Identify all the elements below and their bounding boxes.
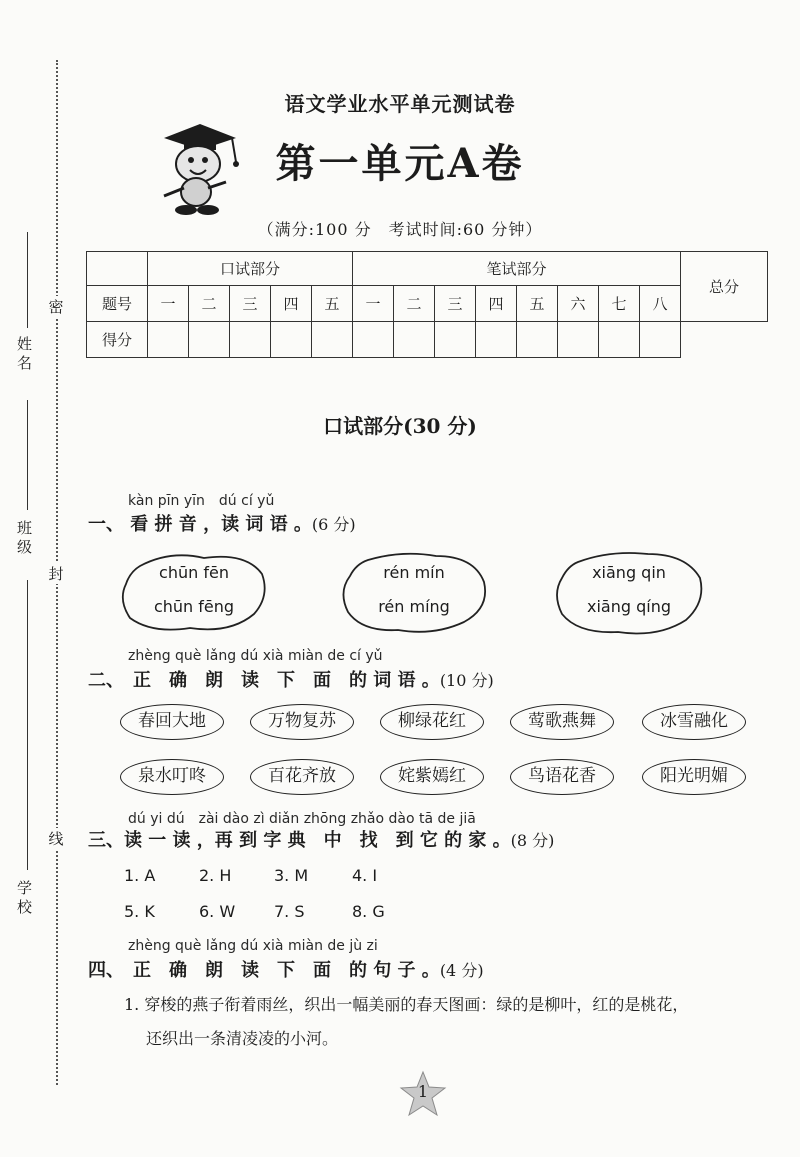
written-question-number: 二 bbox=[394, 286, 435, 322]
q2-heading bbox=[88, 666, 494, 692]
q3-letters-row-1 bbox=[124, 866, 377, 885]
total-header: 总分 bbox=[681, 252, 768, 322]
q1-group-1 bbox=[118, 556, 270, 624]
written-question-number: 七 bbox=[599, 286, 640, 322]
score-cell[interactable] bbox=[435, 322, 476, 358]
q1-word: chūn fēn bbox=[159, 563, 229, 582]
q4-sentence-line-2: 还织出一条清凌凌的小河。 bbox=[146, 1029, 339, 1048]
page-number: 1 bbox=[417, 1082, 429, 1101]
q2-word: 鸟语花香 bbox=[510, 759, 614, 795]
q2-word: 春回大地 bbox=[120, 704, 224, 740]
written-question-number: 八 bbox=[640, 286, 681, 322]
score-cell[interactable] bbox=[394, 322, 435, 358]
q1-group-3 bbox=[552, 556, 706, 624]
oral-section-title: 口试部分(30 分) bbox=[323, 414, 477, 438]
score-cell[interactable] bbox=[312, 322, 353, 358]
q1-word: xiāng qin bbox=[592, 563, 666, 582]
q1-points: (6 分) bbox=[311, 515, 356, 534]
q3-heading bbox=[88, 826, 554, 852]
score-cell[interactable] bbox=[517, 322, 558, 358]
q1-pinyin: kàn pīn yīn dú cí yǔ bbox=[128, 493, 275, 509]
written-question-number: 四 bbox=[476, 286, 517, 322]
seal-mark-feng: 封 bbox=[48, 565, 64, 583]
q3-letter: 1. A bbox=[124, 866, 156, 885]
q4-points: (4 分) bbox=[439, 961, 484, 980]
exam-subtitle: 语文学业水平单元测试卷 bbox=[284, 92, 516, 116]
school-write-line bbox=[27, 580, 28, 870]
q2-word: 冰雪融化 bbox=[642, 704, 746, 740]
written-question-number: 六 bbox=[558, 286, 599, 322]
exam-info: （满分:100 分 考试时间:60 分钟） bbox=[257, 220, 543, 239]
school-label: 学校 bbox=[15, 880, 33, 918]
score-cell[interactable] bbox=[189, 322, 230, 358]
q3-label: 三、读 一 读 ，再 到 字 典 中 找 到 它 的 家 。 bbox=[88, 830, 511, 851]
q3-letter: 2. H bbox=[199, 866, 232, 885]
q1-heading bbox=[88, 510, 356, 536]
q3-letter: 5. K bbox=[124, 902, 155, 921]
class-label: 班级 bbox=[15, 520, 33, 558]
score-cell[interactable] bbox=[148, 322, 189, 358]
oral-question-number: 四 bbox=[271, 286, 312, 322]
q2-word: 阳光明媚 bbox=[642, 759, 746, 795]
q4-pinyin: zhèng què lǎng dú xià miàn de jù zi bbox=[128, 938, 378, 954]
score-cell[interactable] bbox=[558, 322, 599, 358]
q4-label: 四、 正 确 朗 读 下 面 的 句 子 。 bbox=[88, 960, 440, 981]
q4-heading bbox=[88, 956, 484, 982]
q1-word: xiāng qíng bbox=[587, 597, 671, 616]
q1-word: chūn fēng bbox=[153, 597, 235, 616]
score-cell[interactable] bbox=[353, 322, 394, 358]
q3-letter: 6. W bbox=[199, 902, 236, 921]
q2-word: 柳绿花红 bbox=[380, 704, 484, 740]
q3-pinyin: dú yi dú zài dào zì diǎn zhōng zhǎo dào tā de jiā bbox=[128, 811, 476, 827]
score-table-corner bbox=[87, 252, 148, 286]
total-score-cell[interactable] bbox=[681, 322, 768, 358]
written-section-header: 笔试部分 bbox=[353, 252, 681, 286]
q3-letter: 8. G bbox=[352, 902, 385, 921]
name-write-line bbox=[27, 232, 28, 328]
q3-letters-row-2 bbox=[124, 902, 385, 921]
score-cell[interactable] bbox=[271, 322, 312, 358]
score-row-label: 得分 bbox=[87, 322, 148, 358]
q2-word: 泉水叮咚 bbox=[120, 759, 224, 795]
exam-title: 第一单元A卷 bbox=[275, 140, 525, 187]
oral-question-number: 一 bbox=[148, 286, 189, 322]
name-label: 姓名 bbox=[15, 336, 33, 374]
written-question-number: 一 bbox=[353, 286, 394, 322]
q4-sentence-line-1: 1. 穿梭的燕子衔着雨丝，织出一幅美丽的春天图画：绿的是柳叶，红的是桃花， bbox=[124, 995, 689, 1014]
q2-pinyin: zhèng què lǎng dú xià miàn de cí yǔ bbox=[128, 648, 383, 664]
q3-letter: 4. I bbox=[352, 866, 378, 885]
question-number-label: 题号 bbox=[87, 286, 148, 322]
score-table bbox=[86, 251, 768, 358]
q3-letter: 7. S bbox=[274, 902, 305, 921]
q2-word: 万物复苏 bbox=[250, 704, 354, 740]
q2-word: 姹紫嫣红 bbox=[380, 759, 484, 795]
q3-points: (8 分) bbox=[510, 831, 555, 850]
score-cell[interactable] bbox=[230, 322, 271, 358]
q3-letter: 3. M bbox=[274, 866, 309, 885]
q2-label: 二、 正 确 朗 读 下 面 的 词 语 。 bbox=[88, 670, 440, 691]
seal-mark-mi: 密 bbox=[48, 298, 64, 316]
q2-word: 莺歌燕舞 bbox=[510, 704, 614, 740]
q1-word: rén míng bbox=[378, 597, 450, 616]
score-cell[interactable] bbox=[640, 322, 681, 358]
oral-question-number: 五 bbox=[312, 286, 353, 322]
q1-group-2 bbox=[338, 556, 490, 624]
score-cell[interactable] bbox=[599, 322, 640, 358]
score-cell[interactable] bbox=[476, 322, 517, 358]
q1-label: 一、 看 拼 音 ，读 词 语 。 bbox=[88, 514, 312, 535]
q2-word: 百花齐放 bbox=[250, 759, 354, 795]
oral-section-header: 口试部分 bbox=[148, 252, 353, 286]
oral-question-number: 二 bbox=[189, 286, 230, 322]
seal-mark-xian: 线 bbox=[48, 830, 64, 848]
q1-word: rén mín bbox=[383, 563, 445, 582]
oral-question-number: 三 bbox=[230, 286, 271, 322]
written-question-number: 三 bbox=[435, 286, 476, 322]
q2-points: (10 分) bbox=[439, 671, 494, 690]
written-question-number: 五 bbox=[517, 286, 558, 322]
